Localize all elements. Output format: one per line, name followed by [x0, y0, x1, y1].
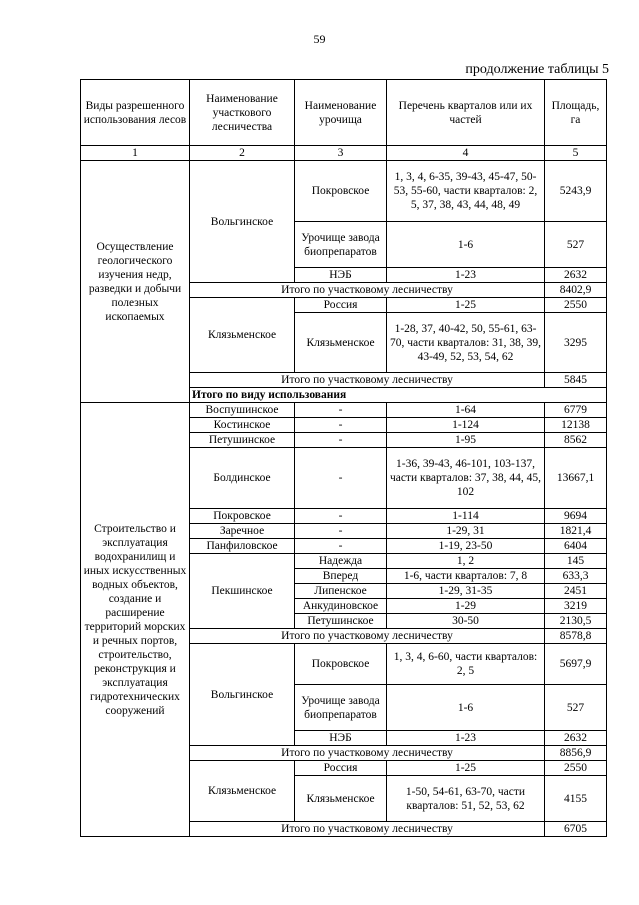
- tract-cell: Покровское: [295, 161, 387, 222]
- header-quarters: Перечень кварталов или их частей: [387, 80, 545, 146]
- tract-cell: НЭБ: [295, 731, 387, 746]
- area-cell: 2451: [545, 584, 607, 599]
- tract-cell: Вперед: [295, 569, 387, 584]
- quarters-cell: 1-19, 23-50: [387, 539, 545, 554]
- area-cell: 633,3: [545, 569, 607, 584]
- subtotal-value: 6705: [545, 822, 607, 837]
- quarters-cell: 1-64: [387, 403, 545, 418]
- column-number: 1: [81, 146, 190, 161]
- quarters-cell: 1-29: [387, 599, 545, 614]
- area-cell: 1821,4: [545, 524, 607, 539]
- area-cell: 13667,1: [545, 448, 607, 509]
- area-cell: 12138: [545, 418, 607, 433]
- area-cell: 2130,5: [545, 614, 607, 629]
- tract-cell: -: [295, 448, 387, 509]
- forestry-cell: Петушинское: [190, 433, 295, 448]
- subtotal-label: Итого по участковому лесничеству: [190, 629, 545, 644]
- area-cell: 9694: [545, 509, 607, 524]
- tract-cell: -: [295, 403, 387, 418]
- area-cell: 5697,9: [545, 644, 607, 685]
- tract-cell: -: [295, 539, 387, 554]
- subtotal-value: 8856,9: [545, 746, 607, 761]
- tract-cell: Россия: [295, 298, 387, 313]
- area-cell: 2550: [545, 298, 607, 313]
- area-cell: 3219: [545, 599, 607, 614]
- area-cell: 3295: [545, 313, 607, 373]
- quarters-cell: 1-25: [387, 298, 545, 313]
- header-tract: Наименование урочища: [295, 80, 387, 146]
- quarters-cell: 1-6, части кварталов: 7, 8: [387, 569, 545, 584]
- quarters-cell: 1-6: [387, 222, 545, 268]
- area-cell: 5243,9: [545, 161, 607, 222]
- quarters-cell: 1, 3, 4, 6-60, части кварталов: 2, 5: [387, 644, 545, 685]
- area-cell: 6779: [545, 403, 607, 418]
- subtotal-label: Итого по участковому лесничеству: [190, 283, 545, 298]
- quarters-cell: 1, 2: [387, 554, 545, 569]
- forestry-cell: Костинское: [190, 418, 295, 433]
- quarters-cell: 1-50, 54-61, 63-70, части кварталов: 51, 52, 53, 62: [387, 776, 545, 822]
- tract-cell: Урочище завода биопрепаратов: [295, 222, 387, 268]
- quarters-cell: 1-95: [387, 433, 545, 448]
- area-cell: 2632: [545, 268, 607, 283]
- column-number: 2: [190, 146, 295, 161]
- tract-cell: Надежда: [295, 554, 387, 569]
- tract-cell: -: [295, 509, 387, 524]
- tract-cell: НЭБ: [295, 268, 387, 283]
- forestry-cell: Пекшинское: [190, 554, 295, 629]
- table-row: [81, 403, 607, 418]
- quarters-cell: 1-25: [387, 761, 545, 776]
- header-use-type: Виды разрешенного использования лесов: [81, 80, 190, 146]
- area-cell: 4155: [545, 776, 607, 822]
- tract-cell: -: [295, 524, 387, 539]
- quarters-cell: 1-23: [387, 268, 545, 283]
- subtotal-label: Итого по участковому лесничеству: [190, 822, 545, 837]
- forestry-cell: Покровское: [190, 509, 295, 524]
- subtotal-label: Итого по участковому лесничеству: [190, 373, 545, 388]
- column-number-row: [81, 146, 607, 161]
- column-number: 4: [387, 146, 545, 161]
- quarters-cell: 1-29, 31-35: [387, 584, 545, 599]
- forestry-cell: Заречное: [190, 524, 295, 539]
- quarters-cell: 1-23: [387, 731, 545, 746]
- subtotal-value: 8578,8: [545, 629, 607, 644]
- tract-cell: Клязьменское: [295, 313, 387, 373]
- area-cell: 527: [545, 222, 607, 268]
- total-label: Итого по виду использования: [190, 388, 607, 403]
- table-caption: продолжение таблицы 5: [465, 62, 609, 77]
- area-cell: 8562: [545, 433, 607, 448]
- tract-cell: Анкудиновское: [295, 599, 387, 614]
- forestry-cell: Клязьменское: [190, 298, 295, 373]
- area-cell: 527: [545, 685, 607, 731]
- subtotal-label: Итого по участковому лесничеству: [190, 746, 545, 761]
- forestry-cell: Вольгинское: [190, 644, 295, 746]
- subtotal-value: 5845: [545, 373, 607, 388]
- forestry-cell: Вольгинское: [190, 161, 295, 283]
- quarters-cell: 1-6: [387, 685, 545, 731]
- column-number: 3: [295, 146, 387, 161]
- forestry-cell: Панфиловское: [190, 539, 295, 554]
- tract-cell: Липенское: [295, 584, 387, 599]
- use-type-cell: Осуществление геологического изучения недр, разведки и добычи полезных ископаемых: [81, 161, 190, 403]
- quarters-cell: 1-124: [387, 418, 545, 433]
- subtotal-value: 8402,9: [545, 283, 607, 298]
- table-row: [81, 161, 607, 222]
- header-area: Площадь, га: [545, 80, 607, 146]
- tract-cell: Урочище завода биопрепаратов: [295, 685, 387, 731]
- forestry-cell: Клязьменское: [190, 761, 295, 822]
- tract-cell: -: [295, 433, 387, 448]
- tract-cell: Петушинское: [295, 614, 387, 629]
- quarters-cell: 1-36, 39-43, 46-101, 103-137, части кварталов: 37, 38, 44, 45, 102: [387, 448, 545, 509]
- page-number: 59: [313, 32, 326, 46]
- quarters-cell: 30-50: [387, 614, 545, 629]
- area-cell: 145: [545, 554, 607, 569]
- forest-use-table: [80, 79, 607, 837]
- quarters-cell: 1-29, 31: [387, 524, 545, 539]
- tract-cell: Покровское: [295, 644, 387, 685]
- tract-cell: Россия: [295, 761, 387, 776]
- tract-cell: -: [295, 418, 387, 433]
- forestry-cell: Болдинское: [190, 448, 295, 509]
- use-type-cell: Строительство и эксплуатация водохранилищ и иных искусственных водных объектов, создание и расширение территорий морских и речных портов, строительство, реконструкция и эксплуатация гидротехнических сооружений: [81, 403, 190, 837]
- area-cell: 6404: [545, 539, 607, 554]
- area-cell: 2632: [545, 731, 607, 746]
- quarters-cell: 1, 3, 4, 6-35, 39-43, 45-47, 50-53, 55-60, части кварталов: 2, 5, 37, 38, 43, 44, 48, 49: [387, 161, 545, 222]
- quarters-cell: 1-28, 37, 40-42, 50, 55-61, 63-70, части кварталов: 31, 38, 39, 43-49, 52, 53, 54, 62: [387, 313, 545, 373]
- quarters-cell: 1-114: [387, 509, 545, 524]
- forestry-cell: Воспушинское: [190, 403, 295, 418]
- tract-cell: Клязьменское: [295, 776, 387, 822]
- column-number: 5: [545, 146, 607, 161]
- header-forestry: Наименование участкового лесничества: [190, 80, 295, 146]
- area-cell: 2550: [545, 761, 607, 776]
- header-row: [81, 80, 607, 146]
